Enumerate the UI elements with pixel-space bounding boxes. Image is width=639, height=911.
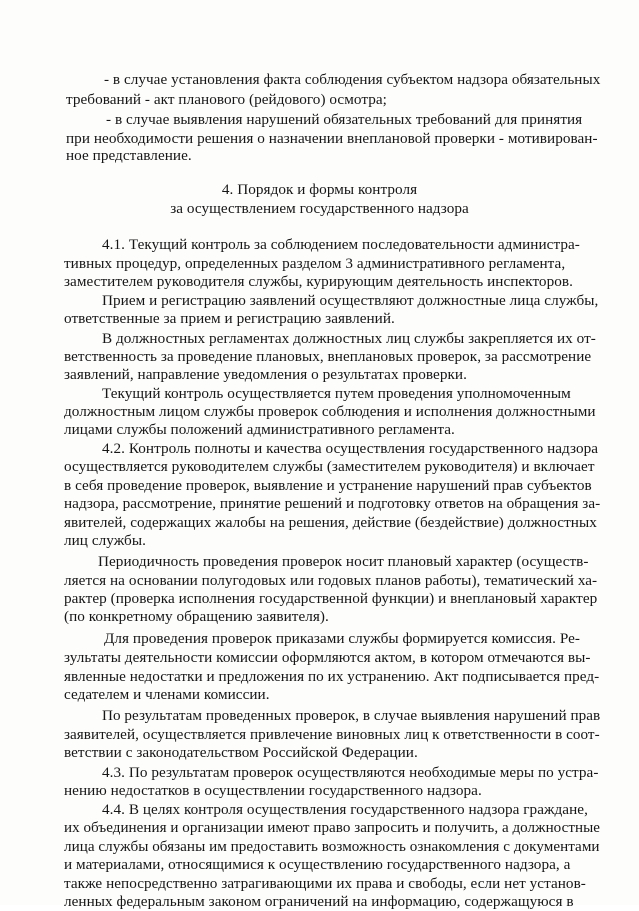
body-line: лица службы обязаны им предоставить возможность ознакомления с документами <box>64 838 600 855</box>
intro-line: - в случае установления факта соблюдения субъектом надзора обязательных <box>104 71 601 88</box>
body-line: явителей, содержащих жалобы на решения, действие (бездействие) должностных <box>64 514 597 531</box>
body-line: рактер (проверка исполнения государственной функции) и внеплановый характер <box>64 590 598 607</box>
body-line: также непосредственно затрагивающими их права и свободы, если нет установ- <box>64 875 586 892</box>
section-subtitle: за осуществлением государственного надзора <box>170 200 469 217</box>
body-line: должностным лицом службы проверок соблюдения и исполнения должностными <box>64 403 596 420</box>
body-line: их объединения и организации имеют право запросить и получить, а должностные <box>64 819 600 836</box>
body-line: ленных федеральным законом ограничений на информацию, содержащуюся в <box>64 893 574 910</box>
body-line: лицами службы положений административного регламента. <box>64 421 455 438</box>
body-line: явленные недостатки и предложения по их устранению. Акт подписывается пред- <box>64 668 600 685</box>
body-line: ответственные за прием и регистрацию заявлений. <box>64 310 395 327</box>
body-line: ветствии с законодательством Российской Федерации. <box>64 744 418 761</box>
body-line: 4.2. Контроль полноты и качества осуществления государственного надзора <box>102 440 599 457</box>
body-line: По результатам проведенных проверок, в случае выявления нарушений прав <box>102 707 601 724</box>
body-line: нению недостатков в осуществлении государственного надзора. <box>64 782 482 799</box>
body-line: 4.3. По результатам проверок осуществляются необходимые меры по устра- <box>102 764 599 781</box>
body-line: зультаты деятельности комиссии оформляются актом, в котором отмечаются вы- <box>64 649 591 666</box>
body-line: ветственность за проведение плановых, внеплановых проверок, за рассмотрение <box>64 348 592 365</box>
body-line: в себя проведение проверок, выявление и устранение нарушений прав субъектов <box>64 477 592 494</box>
body-line: и материалами, относящимися к осуществлению государственного надзора, а <box>64 856 571 873</box>
body-line: 4.4. В целях контроля осуществления государственного надзора граждане, <box>102 801 588 818</box>
body-line: заместителем руководителя службы, курирующим деятельность инспекторов. <box>64 273 573 290</box>
body-line: тивных процедур, определенных разделом 3 административного регламента, <box>64 255 566 272</box>
body-line: заявлений, направление уведомления о результатах проверки. <box>64 366 467 383</box>
body-line: надзора, рассмотрение, принятие решений и подготовку ответов на обращения за- <box>64 495 601 512</box>
body-line: В должностных регламентах должностных лиц службы закрепляется их от- <box>102 330 596 347</box>
intro-line: требований - акт планового (рейдового) осмотра; <box>66 91 387 108</box>
body-line: (по конкретному обращению заявителя). <box>64 608 329 625</box>
body-line: Для проведения проверок приказами службы формируется комиссия. Ре- <box>104 630 581 647</box>
body-line: седателем и членами комиссии. <box>64 686 270 703</box>
body-line: ляется на основании полугодовых или годовых планов работы), тематический ха- <box>64 572 598 589</box>
body-line: осуществляется руководителем службы (заместителем руководителя) и включает <box>64 458 595 475</box>
body-line: Текущий контроль осуществляется путем проведения уполномоченным <box>102 385 571 402</box>
body-line: Прием и регистрацию заявлений осуществляют должностные лица службы, <box>102 292 599 309</box>
section-title: 4. Порядок и формы контроля <box>221 181 418 198</box>
intro-line: - в случае выявления нарушений обязательных требований для принятия <box>106 111 583 128</box>
body-line: заявителей, осуществляется привлечение виновных лиц к ответственности в соот- <box>64 726 600 743</box>
body-line: лиц службы. <box>64 532 146 549</box>
intro-line: ное представление. <box>66 147 192 164</box>
intro-line: при необходимости решения о назначении внеплановой проверки - мотивирован- <box>66 130 598 147</box>
body-line: Периодичность проведения проверок носит плановый характер (осуществ- <box>98 553 589 570</box>
body-line: 4.1. Текущий контроль за соблюдением последовательности администра- <box>102 236 580 253</box>
